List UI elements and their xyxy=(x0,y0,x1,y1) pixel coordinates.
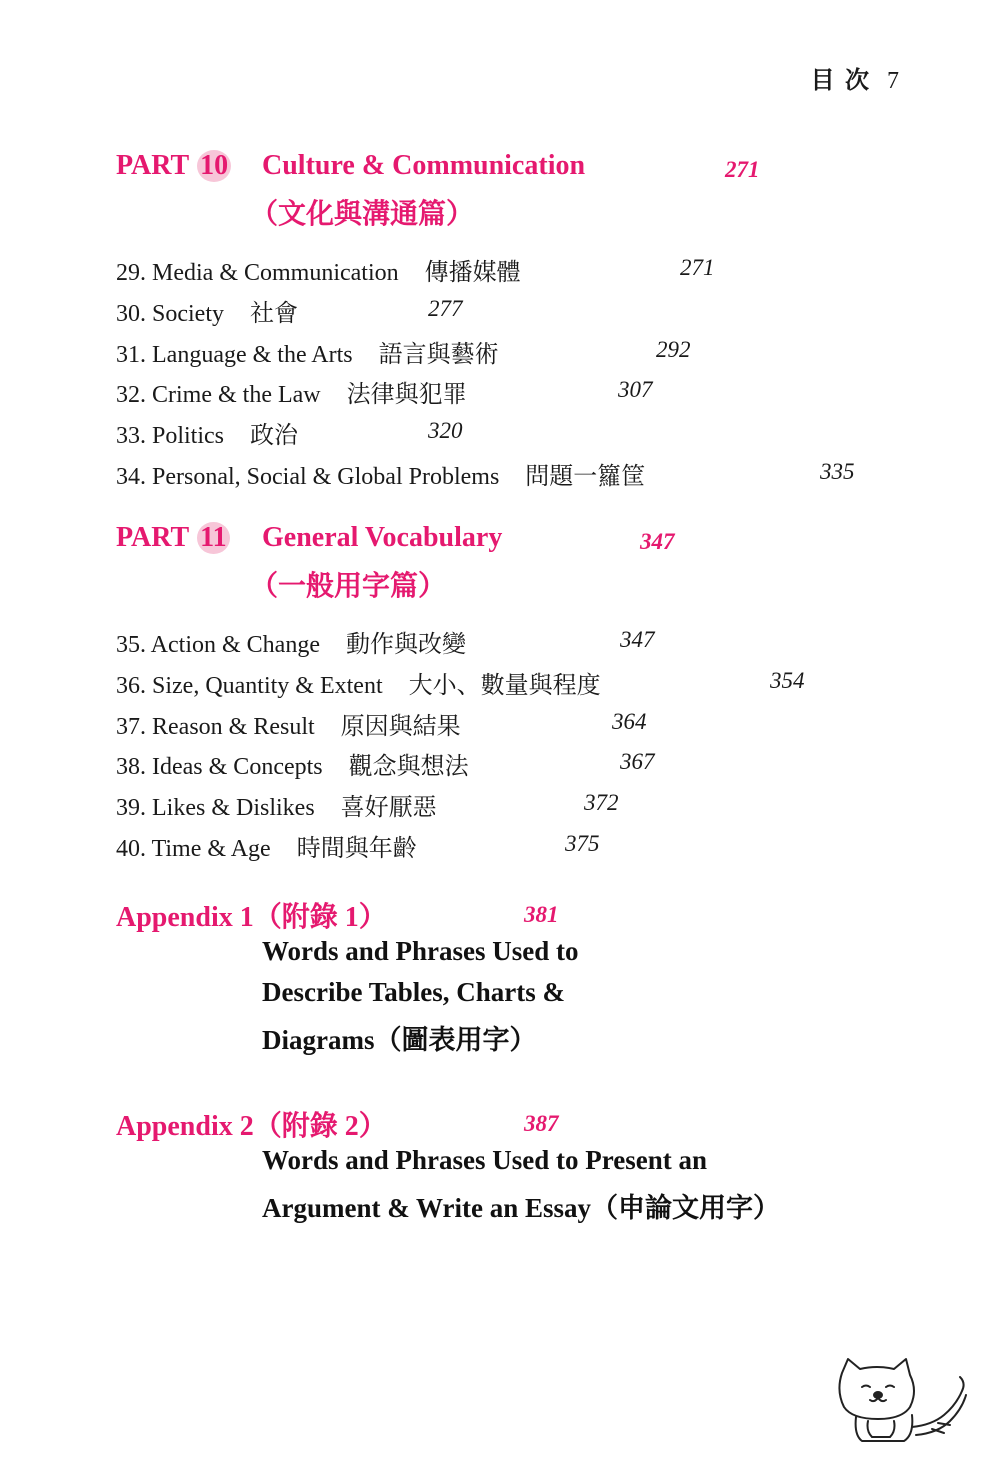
header-page-number: 7 xyxy=(887,68,900,94)
entry-page: 347 xyxy=(620,627,655,652)
entry-title: 38. Ideas & Concepts xyxy=(116,754,323,780)
entry-zh: 法律與犯罪 xyxy=(346,380,467,408)
toc-entry[interactable] xyxy=(116,374,467,409)
part-title: General Vocabulary xyxy=(262,522,503,553)
toc-entry[interactable] xyxy=(116,787,437,822)
entry-title: 30. Society xyxy=(116,301,224,327)
entry-title: 34. Personal, Social & Global Problems xyxy=(116,464,500,490)
cat-icon xyxy=(832,1355,972,1450)
appendix-page: 381 xyxy=(524,902,559,927)
entry-page: 354 xyxy=(770,668,805,693)
entry-page: 367 xyxy=(620,749,655,774)
toc-entry[interactable] xyxy=(116,706,461,741)
entry-page: 335 xyxy=(820,459,855,484)
toc-entry[interactable] xyxy=(116,415,298,450)
appendix-line: Argument & Write an Essay（申論文用字） xyxy=(262,1193,780,1223)
entry-zh: 傳播媒體 xyxy=(424,258,521,286)
part-11-heading xyxy=(116,522,230,554)
part-label: PART xyxy=(116,522,190,553)
part-number-badge: 10 xyxy=(197,150,231,182)
entry-page: 364 xyxy=(612,709,647,734)
toc-entry[interactable] xyxy=(116,293,298,328)
entry-zh: 大小、數量與程度 xyxy=(408,671,601,699)
header-label: 目 次 xyxy=(810,66,870,94)
toc-entry[interactable] xyxy=(116,746,469,781)
part-label: PART xyxy=(116,150,190,181)
entry-title: 36. Size, Quantity & Extent xyxy=(116,673,383,699)
appendix-page: 387 xyxy=(524,1111,559,1136)
entry-page: 375 xyxy=(565,831,600,856)
appendix-line: Diagrams（圖表用字） xyxy=(262,1025,537,1055)
entry-page: 307 xyxy=(618,377,653,402)
entry-zh: 時間與年齡 xyxy=(296,834,417,862)
entry-title: 39. Likes & Dislikes xyxy=(116,795,315,821)
part-title: Culture & Communication xyxy=(262,150,586,181)
part-page: 271 xyxy=(725,157,760,182)
toc-entry[interactable] xyxy=(116,334,499,369)
entry-page: 320 xyxy=(428,418,463,443)
entry-zh: 問題一籮筐 xyxy=(525,462,646,490)
entry-title: 33. Politics xyxy=(116,423,225,449)
part-10-heading xyxy=(116,150,231,182)
toc-entry[interactable] xyxy=(116,665,601,700)
appendix-line: Words and Phrases Used to xyxy=(262,936,579,966)
entry-title: 40. Time & Age xyxy=(116,836,271,862)
entry-page: 271 xyxy=(680,255,715,280)
toc-entry[interactable] xyxy=(116,624,466,659)
entry-title: 35. Action & Change xyxy=(116,632,320,658)
entry-zh: 政治 xyxy=(250,421,299,449)
appendix-heading[interactable]: Appendix 1（附錄 1） xyxy=(116,902,387,933)
part-subtitle: （文化與溝通篇） xyxy=(250,197,475,230)
entry-zh: 觀念與想法 xyxy=(348,752,469,780)
part-subtitle: （一般用字篇） xyxy=(250,569,447,602)
toc-entry[interactable] xyxy=(116,828,417,863)
entry-title: 32. Crime & the Law xyxy=(116,382,321,408)
entry-zh: 社會 xyxy=(250,299,298,327)
entry-page: 372 xyxy=(584,790,619,815)
entry-zh: 語言與藝術 xyxy=(378,340,499,368)
appendix-line: Words and Phrases Used to Present an xyxy=(262,1145,708,1175)
entry-title: 37. Reason & Result xyxy=(116,714,315,740)
entry-zh: 原因與結果 xyxy=(340,712,461,740)
entry-page: 292 xyxy=(656,337,691,362)
entry-zh: 動作與改變 xyxy=(345,630,466,658)
appendix-heading[interactable]: Appendix 2（附錄 2） xyxy=(116,1111,387,1142)
toc-entry[interactable] xyxy=(116,456,645,491)
entry-title: 29. Media & Communication xyxy=(116,260,399,286)
part-page: 347 xyxy=(640,529,675,554)
entry-title: 31. Language & the Arts xyxy=(116,342,353,368)
page-header xyxy=(811,60,900,95)
appendix-line: Describe Tables, Charts & xyxy=(262,977,565,1007)
toc-entry[interactable] xyxy=(116,252,521,287)
entry-zh: 喜好厭惡 xyxy=(340,793,437,821)
part-number-badge: 11 xyxy=(197,522,229,554)
entry-page: 277 xyxy=(428,296,463,321)
